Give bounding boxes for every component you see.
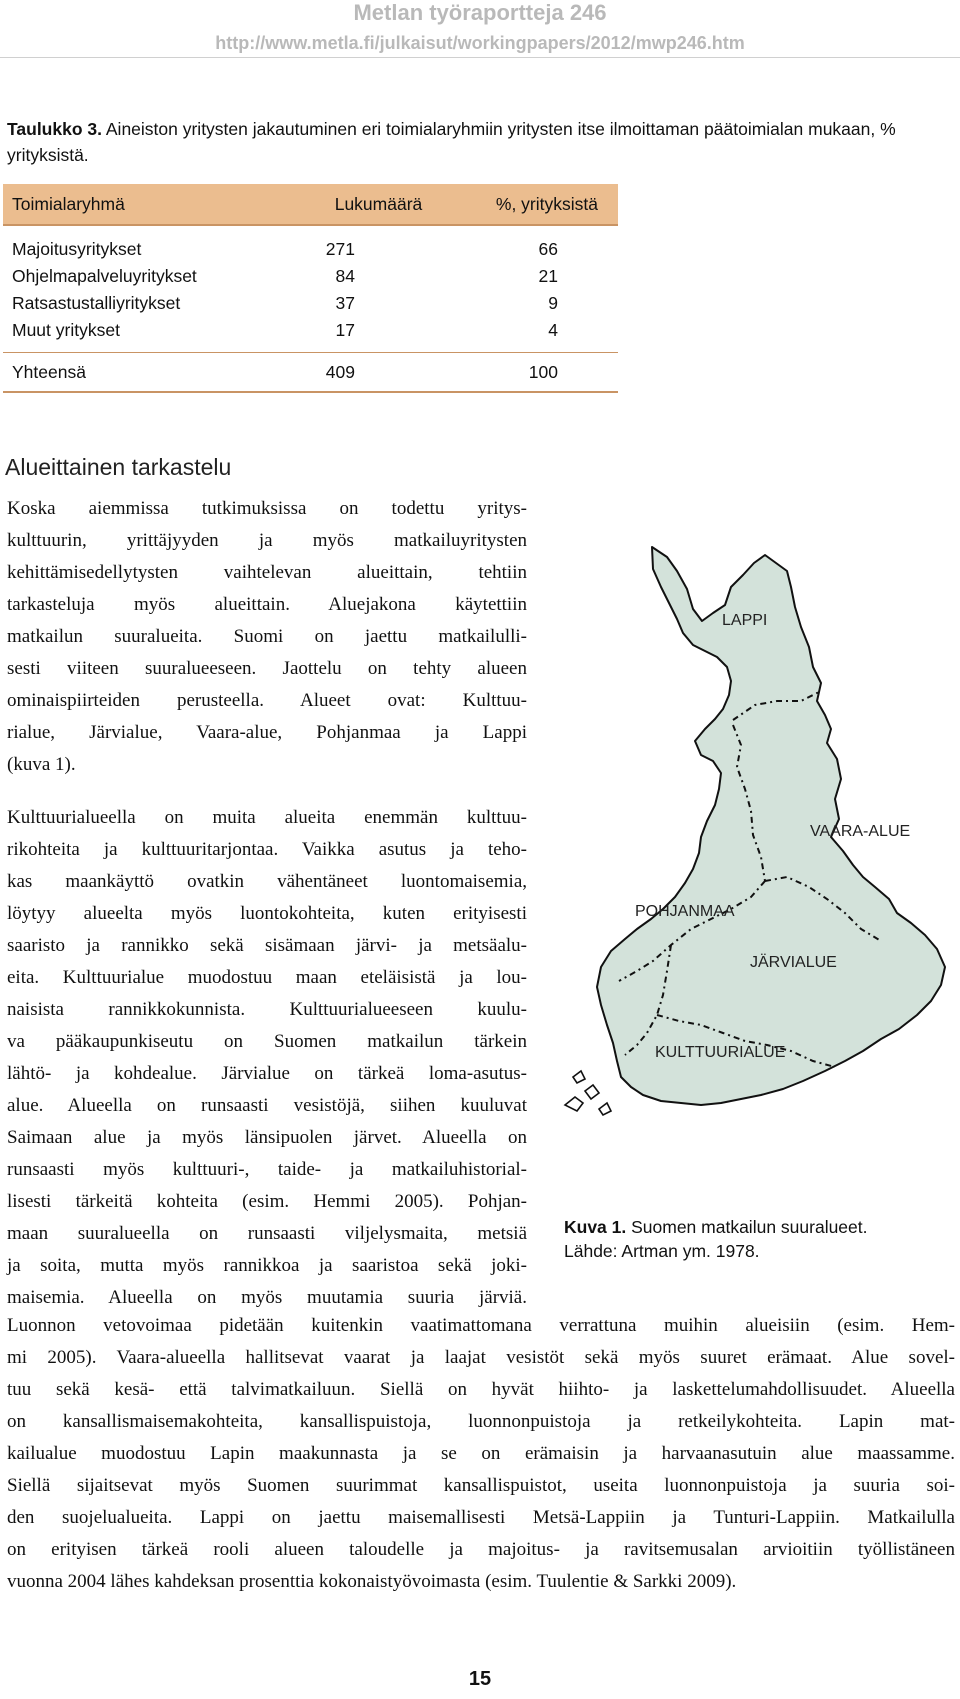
- text-line: alue. Alueella on runsaasti vesistöjä, siihen kuuluvat: [7, 1095, 527, 1116]
- cell-percent: 9: [548, 293, 558, 313]
- map-label-lappi: LAPPI: [722, 612, 768, 629]
- text-line: (kuva 1).: [7, 754, 76, 775]
- total-percent: 100: [470, 353, 618, 393]
- text-line: va pääkaupunkiseutu on Suomen matkailun tärkein: [7, 1031, 527, 1052]
- text-line: Kulttuurialueella on muita alueita enemmän kulttuu-: [7, 807, 527, 828]
- text-line: den suojelualueita. Lappi on jaettu maisemallisesti Metsä-Lappiin ja Tunturi-Lappiin. Matkailulla: [7, 1507, 955, 1528]
- figure-source: Lähde: Artman ym. 1978.: [564, 1241, 760, 1261]
- cell-percent: 66: [538, 239, 558, 259]
- sector-distribution-table: [3, 184, 618, 393]
- text-line: Siellä sijaitsevat myös Suomen suurimmat kansallispuistot, useita luonnonpuistoja ja suuria soi-: [7, 1475, 955, 1496]
- page-number: 15: [468, 1668, 492, 1690]
- island-shape: [599, 1103, 611, 1115]
- map-label-vaara: VAARA-ALUE: [810, 823, 911, 840]
- map-svg: [555, 505, 960, 1205]
- text-line: saaristo ja rannikko sekä sisämaan järvi- ja metsäalu-: [7, 935, 527, 956]
- table-caption-label: Taulukko 3.: [7, 119, 102, 139]
- finland-tourism-regions-map: [555, 505, 960, 1205]
- cell-sector: Majoitusyritykset: [12, 239, 142, 259]
- text-line: tarkasteluja myös alueittain. Aluejakona käytettiin: [7, 594, 527, 615]
- cell-percent: 21: [538, 266, 558, 286]
- text-line: matkailun suuralueita. Suomi on jaettu matkailulli-: [7, 626, 527, 647]
- map-label-kulttuuri: KULTTUURIALUE: [655, 1044, 786, 1061]
- map-label-pohjanmaa: POHJANMAA: [635, 903, 735, 920]
- text-line: ominaispiirteiden perusteella. Alueet ovat: Kulttuu-: [7, 690, 527, 711]
- header-cell-sector: Toimialaryhmä: [3, 184, 287, 225]
- table-row: [3, 263, 618, 290]
- text-line: Saimaan alue ja myös länsipuolen järvet. Alueella on: [7, 1127, 527, 1148]
- table-row: [3, 317, 618, 353]
- cell-sector: Ratsastustalliyritykset: [12, 293, 181, 313]
- figure-caption: [564, 1215, 868, 1263]
- island-shape: [585, 1085, 599, 1099]
- text-line: naisista rannikkokunnista. Kulttuurialueeseen kuulu-: [7, 999, 527, 1020]
- table-header-row: [3, 184, 618, 225]
- text-line: maisemia. Alueella on myös muutamia suuria järviä.: [7, 1287, 527, 1308]
- paragraph-regions-intro: [7, 493, 527, 781]
- total-label: Yhteensä: [3, 353, 287, 393]
- text-line: on erityisen tärkeä rooli alueen taloudelle ja majoitus- ja ravitsemusalan arvioitiin työllistäneen: [7, 1539, 955, 1560]
- text-line: runsaasti myös kulttuuri-, taide- ja matkailuhistorial-: [7, 1159, 527, 1180]
- paragraph-region-descriptions: [7, 802, 527, 1314]
- table-total-row: [3, 353, 618, 393]
- text-line: mi 2005). Vaara-alueella hallitsevat vaarat ja laajat vesistöt sekä myös suuret erämaat. Alue sovel-: [7, 1347, 955, 1368]
- text-line: kailualue muodostuu Lapin maakunnasta ja se on erämaisin ja harvaanasutuin alue maassamme.: [7, 1443, 955, 1464]
- header-cell-count: Lukumäärä: [287, 184, 470, 225]
- text-line: rialue, Järvialue, Vaara-alue, Pohjanmaa ja Lappi: [7, 722, 527, 743]
- total-count: 409: [287, 353, 470, 393]
- table-caption-text: Aineiston yritysten jakautuminen eri toimialaryhmiin yritysten itse ilmoittaman päätoimialan mukaan, % yrityksistä.: [7, 119, 896, 165]
- cell-count: 271: [325, 239, 355, 259]
- text-line: tuu sekä kesä- että talvimatkailuun. Siellä on hyvät hiihto- ja laskettelumahdollisuudet. Alueella: [7, 1379, 955, 1400]
- text-line: kulttuurin, yrittäjyyden ja myös matkailuyritysten: [7, 530, 527, 551]
- map-label-jarvi: JÄRVIALUE: [750, 954, 837, 971]
- coastal-islands: [565, 1071, 611, 1115]
- table-row: [3, 225, 618, 263]
- text-line: maan suuralueella on runsaasti viljelysmaita, metsiä: [7, 1223, 527, 1244]
- text-line: kehittämisedellytysten vaihtelevan alueittain, tehtiin: [7, 562, 527, 583]
- text-line: rikohteita ja kulttuuritarjontaa. Vaikka asutus ja teho-: [7, 839, 527, 860]
- text-line: on kansallismaisemakohteita, kansallispuistoja, luonnonpuistoja ja retkeilykohteita. Lapin mat-: [7, 1411, 955, 1432]
- table-caption: [7, 116, 947, 168]
- text-line: sesti viiteen suuralueeseen. Jaottelu on tehty alueen: [7, 658, 527, 679]
- header-divider: [0, 57, 960, 58]
- cell-count: 84: [335, 266, 355, 286]
- text-line: löytyy alueelta myös luontokohteita, kuten erityisesti: [7, 903, 527, 924]
- island-shape: [565, 1097, 583, 1111]
- running-header-title: Metlan työraportteja 246: [353, 0, 607, 25]
- section-heading: Alueittainen tarkastelu: [5, 454, 232, 480]
- running-header-url[interactable]: http://www.metla.fi/julkaisut/workingpapers/2012/mwp246.htm: [215, 33, 745, 53]
- cell-percent: 4: [548, 320, 558, 340]
- cell-sector: Muut yritykset: [12, 320, 120, 340]
- figure-caption-text: Suomen matkailun suuralueet.: [626, 1217, 868, 1237]
- text-line: vuonna 2004 lähes kahdeksan prosenttia kokonaistyövoimasta (esim. Tuulentie & Sarkki 2009).: [7, 1571, 737, 1592]
- figure-label: Kuva 1.: [564, 1217, 627, 1237]
- text-line: kas maankäyttö ovatkin vähentäneet luontomaisemia,: [7, 871, 527, 892]
- text-line: Luonnon vetovoimaa pidetään kuitenkin vaatimattomana verrattuna muihin alueisiin (esim. Hem-: [7, 1315, 955, 1336]
- header-cell-percent: %, yrityksistä: [470, 184, 618, 225]
- cell-count: 17: [335, 320, 355, 340]
- cell-sector: Ohjelmapalveluyritykset: [12, 266, 197, 286]
- cell-count: 37: [335, 293, 355, 313]
- island-shape: [573, 1071, 585, 1083]
- paragraph-full-width: [7, 1310, 955, 1598]
- figure-caption-line: [564, 1215, 868, 1239]
- text-line: lisesti tärkeitä kohteita (esim. Hemmi 2005). Pohjan-: [7, 1191, 527, 1212]
- table-row: [3, 290, 618, 317]
- text-line: Koska aiemmissa tutkimuksissa on todettu yritys-: [7, 498, 527, 519]
- text-line: ja soita, mutta myös rannikkoa ja saaristoa sekä joki-: [7, 1255, 527, 1276]
- text-line: lähtö- ja kohdealue. Järvialue on tärkeä loma-asutus-: [7, 1063, 527, 1084]
- text-line: eita. Kulttuurialue muodostuu maan eteläisistä ja lou-: [7, 967, 527, 988]
